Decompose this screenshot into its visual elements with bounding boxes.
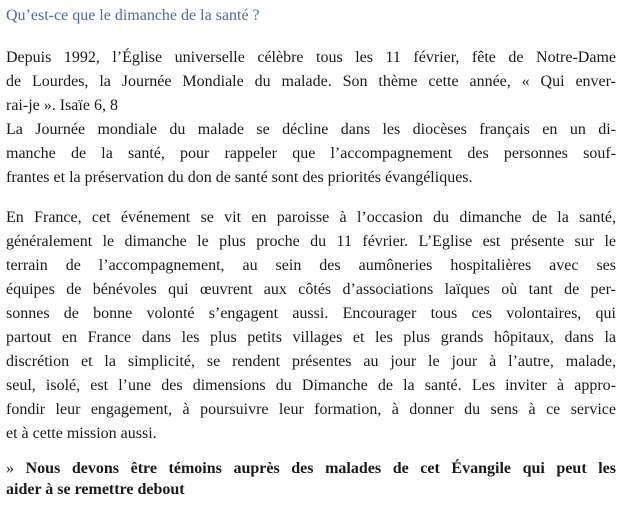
quote-marker: » xyxy=(6,460,14,477)
paragraph-line: manche de la santé, pour rappeler que l’accompagnement des personnes souf- xyxy=(6,145,616,162)
quote-text: Nous devons être témoins auprès des malades de cet Évangile qui peut les xyxy=(25,460,617,477)
paragraph-sunday-health xyxy=(6,118,616,190)
paragraph-intro xyxy=(6,46,616,118)
paragraph-line: de Lourdes, la Journée Mondiale du malade. Son thème cette année, « Qui enver- xyxy=(6,73,616,90)
highlight-quote xyxy=(6,458,616,500)
paragraph-line: frantes et la préservation du don de santé sont des priorités évangéliques. xyxy=(6,169,473,186)
paragraph-line: généralement le dimanche le plus proche du 11 février. L’Eglise est présente sur le xyxy=(6,233,616,250)
article xyxy=(6,0,616,500)
paragraph-line: fondir leur engagement, à poursuivre leur formation, à donner du sens à ce service xyxy=(6,401,616,418)
paragraph-line: et à cette mission aussi. xyxy=(6,425,157,442)
article-title: Qu’est-ce que le dimanche de la santé ? xyxy=(6,7,260,24)
paragraph-line: seul, isolé, est l’une des dimensions du Dimanche de la santé. Les inviter à appro- xyxy=(6,377,616,394)
paragraph-line: terrain de l’accompagnement, au sein des aumôneries hospitalières avec ses xyxy=(6,257,616,274)
paragraph-line: discrétion et la simplicité, se rendent présentes au jour le jour à l’autre, malade, xyxy=(6,353,616,370)
paragraph-france xyxy=(6,206,616,446)
paragraph-line: sonnes de bonne volonté s’engagent aussi. Encourager tous ces volontaires, qui xyxy=(6,305,616,322)
quote-line-1 xyxy=(6,458,616,479)
paragraph-line: partout en France dans les plus petits villages et les plus grands hôpitaux, dans la xyxy=(6,329,616,346)
paragraph-line: équipes de bénévoles qui œuvrent aux côtés d’associations laïques où tant de per- xyxy=(6,281,616,298)
paragraph-line: La Journée mondiale du malade se décline dans les diocèses français en un di- xyxy=(6,121,616,138)
quote-line-2: aider à se remettre debout xyxy=(6,481,185,498)
paragraph-line: rai-je ». Isaïe 6, 8 xyxy=(6,97,118,114)
paragraph-line: Depuis 1992, l’Église universelle célèbre tous les 11 février, fête de Notre-Dame xyxy=(6,49,616,66)
paragraph-line: En France, cet événement se vit en paroisse à l’occasion du dimanche de la santé, xyxy=(6,209,616,226)
